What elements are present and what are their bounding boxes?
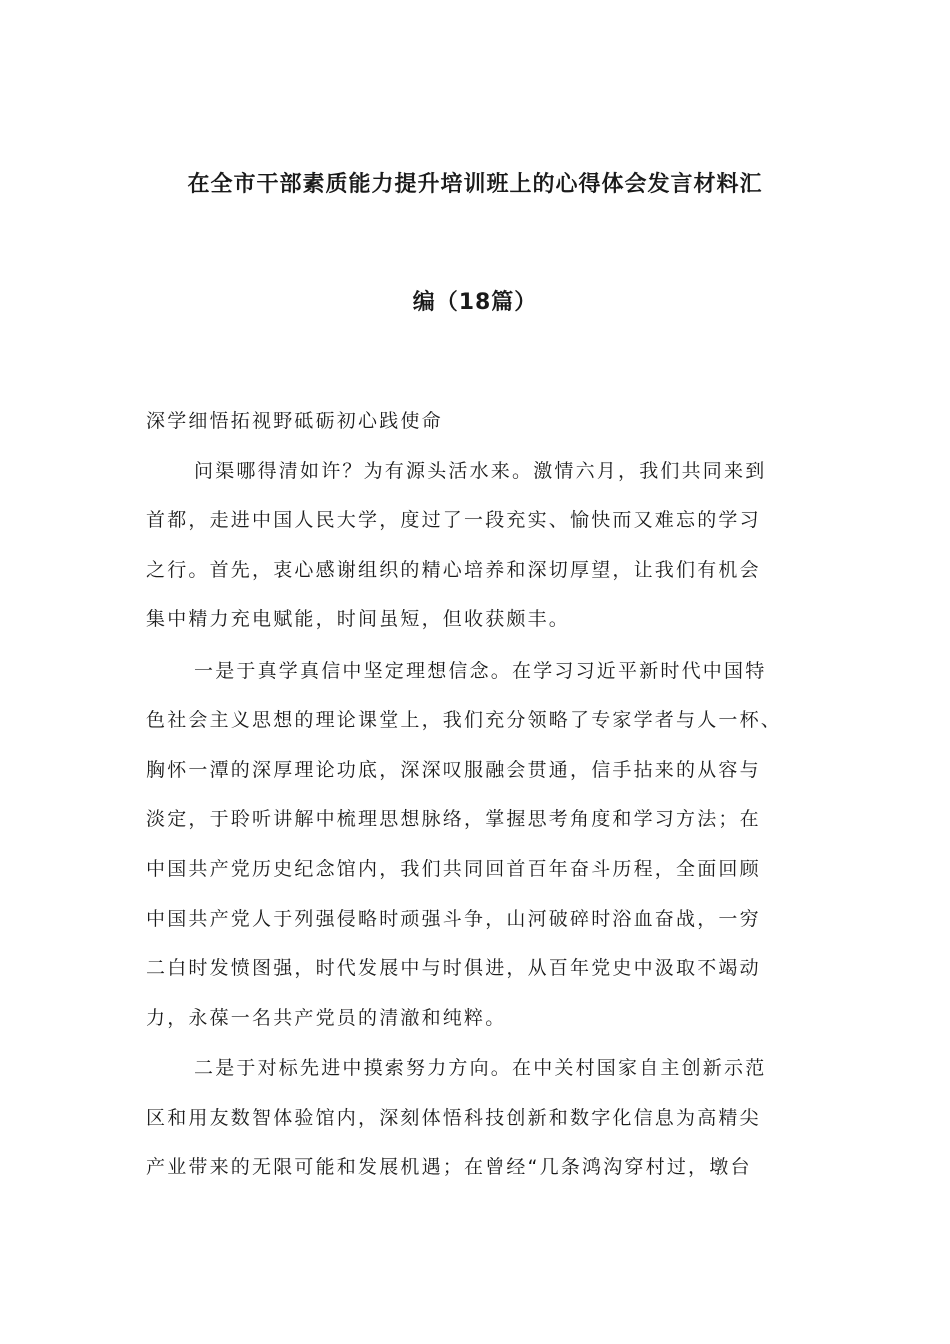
paragraph-line: 二是于对标先进中摸索努力方向。在中关村国家自主创新示范: [194, 1057, 767, 1079]
paragraph-line: 胸怀一潭的深厚理论功底，深深叹服融会贯通，信手拈来的从容与: [146, 759, 761, 781]
section-heading: 深学细悟拓视野砥砺初心践使命: [146, 410, 443, 432]
paragraph-line: 区和用友数智体验馆内，深刻体悟科技创新和数字化信息为高精尖: [146, 1107, 761, 1129]
paragraph-line: 二白时发愤图强，时代发展中与时俱进，从百年党史中汲取不竭动: [146, 957, 761, 979]
paragraph-line: 淡定，于聆听讲解中梳理思想脉络，掌握思考角度和学习方法；在: [146, 808, 761, 830]
paragraph-line: 产业带来的无限可能和发展机遇；在曾经“几条鸿沟穿村过，墩台: [146, 1156, 752, 1178]
paragraph-line: 中国共产党人于列强侵略时顽强斗争，山河破碎时浴血奋战，一穷: [146, 908, 761, 930]
paragraph-line: 色社会主义思想的理论课堂上，我们充分领略了专家学者与人一杯、: [146, 709, 783, 731]
paragraph-line: 一是于真学真信中坚定理想信念。在学习习近平新时代中国特: [194, 660, 767, 682]
document-title-line-1: 在全市干部素质能力提升培训班上的心得体会发言材料汇: [187, 172, 763, 197]
document-title-line-2: 编（18篇）: [412, 290, 538, 315]
paragraph-line: 首都，走进中国人民大学，度过了一段充实、愉快而又难忘的学习: [146, 509, 761, 531]
paragraph-line: 中国共产党历史纪念馆内，我们共同回首百年奋斗历程，全面回顾: [146, 858, 761, 880]
paragraph-line: 力，永葆一名共产党员的清澈和纯粹。: [146, 1007, 507, 1029]
paragraph-line: 之行。首先，衷心感谢组织的精心培养和深切厚望，让我们有机会: [146, 559, 761, 581]
paragraph-line: 问渠哪得清如许？为有源头活水来。激情六月，我们共同来到: [194, 460, 767, 482]
paragraph-line: 集中精力充电赋能，时间虽短，但收获颇丰。: [146, 608, 571, 630]
